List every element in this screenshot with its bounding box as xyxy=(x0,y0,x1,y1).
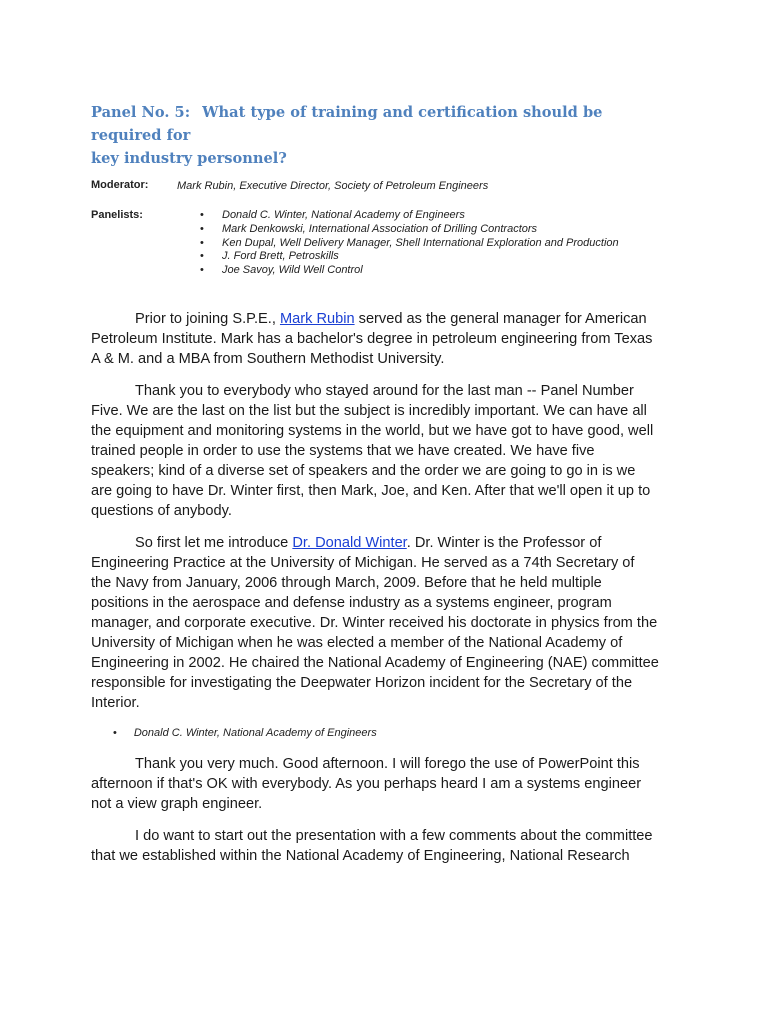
bullet-icon: • xyxy=(200,250,204,263)
paragraph-line: Engineering Practice at the University of Michigan. He served as a 74th Secretary of xyxy=(91,555,635,571)
paragraph-line: A & M. and a MBA from Southern Methodist University. xyxy=(91,351,445,367)
paragraph-winter-remarks xyxy=(91,754,681,814)
paragraph-line: that we established within the National Academy of Engineering, National Research xyxy=(91,848,630,864)
paragraph-line: speakers; kind of a diverse set of speakers and the order we are going to go in is we xyxy=(91,463,636,479)
text-span: served as the general manager for American xyxy=(358,311,647,327)
paragraph-line: the equipment and monitoring systems in the world, but we have got to have good, well xyxy=(91,423,654,439)
paragraph-line xyxy=(91,754,681,774)
text-span: Thank you to everybody who stayed around for the last man -- Panel Number xyxy=(135,383,634,399)
panelist-item xyxy=(200,250,619,264)
mark-rubin-link[interactable]: Mark Rubin xyxy=(279,311,355,327)
panelist-item xyxy=(200,237,619,251)
moderator-label: Moderator: xyxy=(91,179,149,191)
text-span: I do want to start out the presentation with a few comments about the committee xyxy=(135,828,653,844)
paragraph-intro xyxy=(91,309,681,369)
bullet-icon: • xyxy=(200,209,204,221)
paragraph-line xyxy=(91,309,681,329)
bullet-icon: • xyxy=(113,727,117,739)
paragraph-line: manager, and corporate executive. Dr. Winter received his doctorate in physics from the xyxy=(91,615,658,631)
speaker-label xyxy=(113,727,377,739)
text-span: Prior to joining S.P.E., xyxy=(135,311,276,327)
paragraph-line: trained people in order to use the systems that we have created. We have five xyxy=(91,443,595,459)
panelist-name: Joe Savoy, Wild Well Control xyxy=(222,264,363,277)
text-span: Thank you very much. Good afternoon. I will forego the use of PowerPoint this xyxy=(135,756,640,772)
moderator-value: Mark Rubin, Executive Director, Society of Petroleum Engineers xyxy=(177,180,489,192)
panel-question-part-1: What type of training and certification should be required for xyxy=(91,104,603,144)
text-span: So first let me introduce xyxy=(135,535,289,551)
donald-winter-link[interactable]: Dr. Donald Winter xyxy=(292,535,407,551)
panelist-name: J. Ford Brett, Petroskills xyxy=(222,250,339,263)
panel-question-part-2: key industry personnel? xyxy=(91,150,287,167)
paragraph-line: questions of anybody. xyxy=(91,503,232,519)
panelist-item xyxy=(200,209,619,223)
paragraph-line: responsible for investigating the Deepwater Horizon incident for the Secretary of the xyxy=(91,675,633,691)
speaker-name: Donald C. Winter, National Academy of Engineers xyxy=(133,727,377,739)
paragraph-line xyxy=(91,533,681,553)
panelist-item xyxy=(200,264,619,278)
panel-heading xyxy=(91,101,671,170)
paragraph-line: University of Michigan when he was elected a member of the National Academy of xyxy=(91,635,623,651)
bullet-icon: • xyxy=(200,222,204,235)
panelists-label: Panelists: xyxy=(91,209,143,221)
text-span: . Dr. Winter is the Professor of xyxy=(406,535,602,551)
paragraph-winter-intro xyxy=(91,533,681,713)
paragraph-line xyxy=(91,826,681,846)
paragraph-line: Petroleum Institute. Mark has a bachelor's degree in petroleum engineering from Texas xyxy=(91,331,653,347)
panelist-name: Ken Dupal, Well Delivery Manager, Shell International Exploration and Production xyxy=(222,236,619,249)
paragraph-line: the Navy from January, 2006 through March, 2009. Before that he held multiple xyxy=(91,575,602,591)
paragraph-line: Five. We are the last on the list but the subject is incredibly important. We can have all xyxy=(91,403,647,419)
panelist-item xyxy=(200,223,619,237)
paragraph-line: not a view graph engineer. xyxy=(91,796,263,812)
paragraph-line: positions in the aerospace and defense industry as a systems engineer, program xyxy=(91,595,612,611)
paragraph-thanks xyxy=(91,381,681,521)
paragraph-line: afternoon if that's OK with everybody. As you perhaps heard I am a systems engineer xyxy=(91,776,642,792)
bullet-icon: • xyxy=(200,264,204,277)
panel-number: Panel No. 5: xyxy=(91,104,191,121)
paragraph-line: Engineering in 2002. He chaired the National Academy of Engineering (NAE) committee xyxy=(91,655,659,671)
panelist-name: Mark Denkowski, International Association of Drilling Contractors xyxy=(222,222,538,235)
bullet-icon: • xyxy=(200,236,204,249)
heading-line-1 xyxy=(91,101,671,147)
panelist-name: Donald C. Winter, National Academy of Engineers xyxy=(222,209,465,221)
paragraph-committee xyxy=(91,826,681,866)
paragraph-line: are going to have Dr. Winter first, then Mark, Joe, and Ken. After that we'll open it up to xyxy=(91,483,651,499)
paragraph-line: Interior. xyxy=(91,695,140,711)
paragraph-line xyxy=(91,381,681,401)
panelists-list xyxy=(200,209,619,278)
